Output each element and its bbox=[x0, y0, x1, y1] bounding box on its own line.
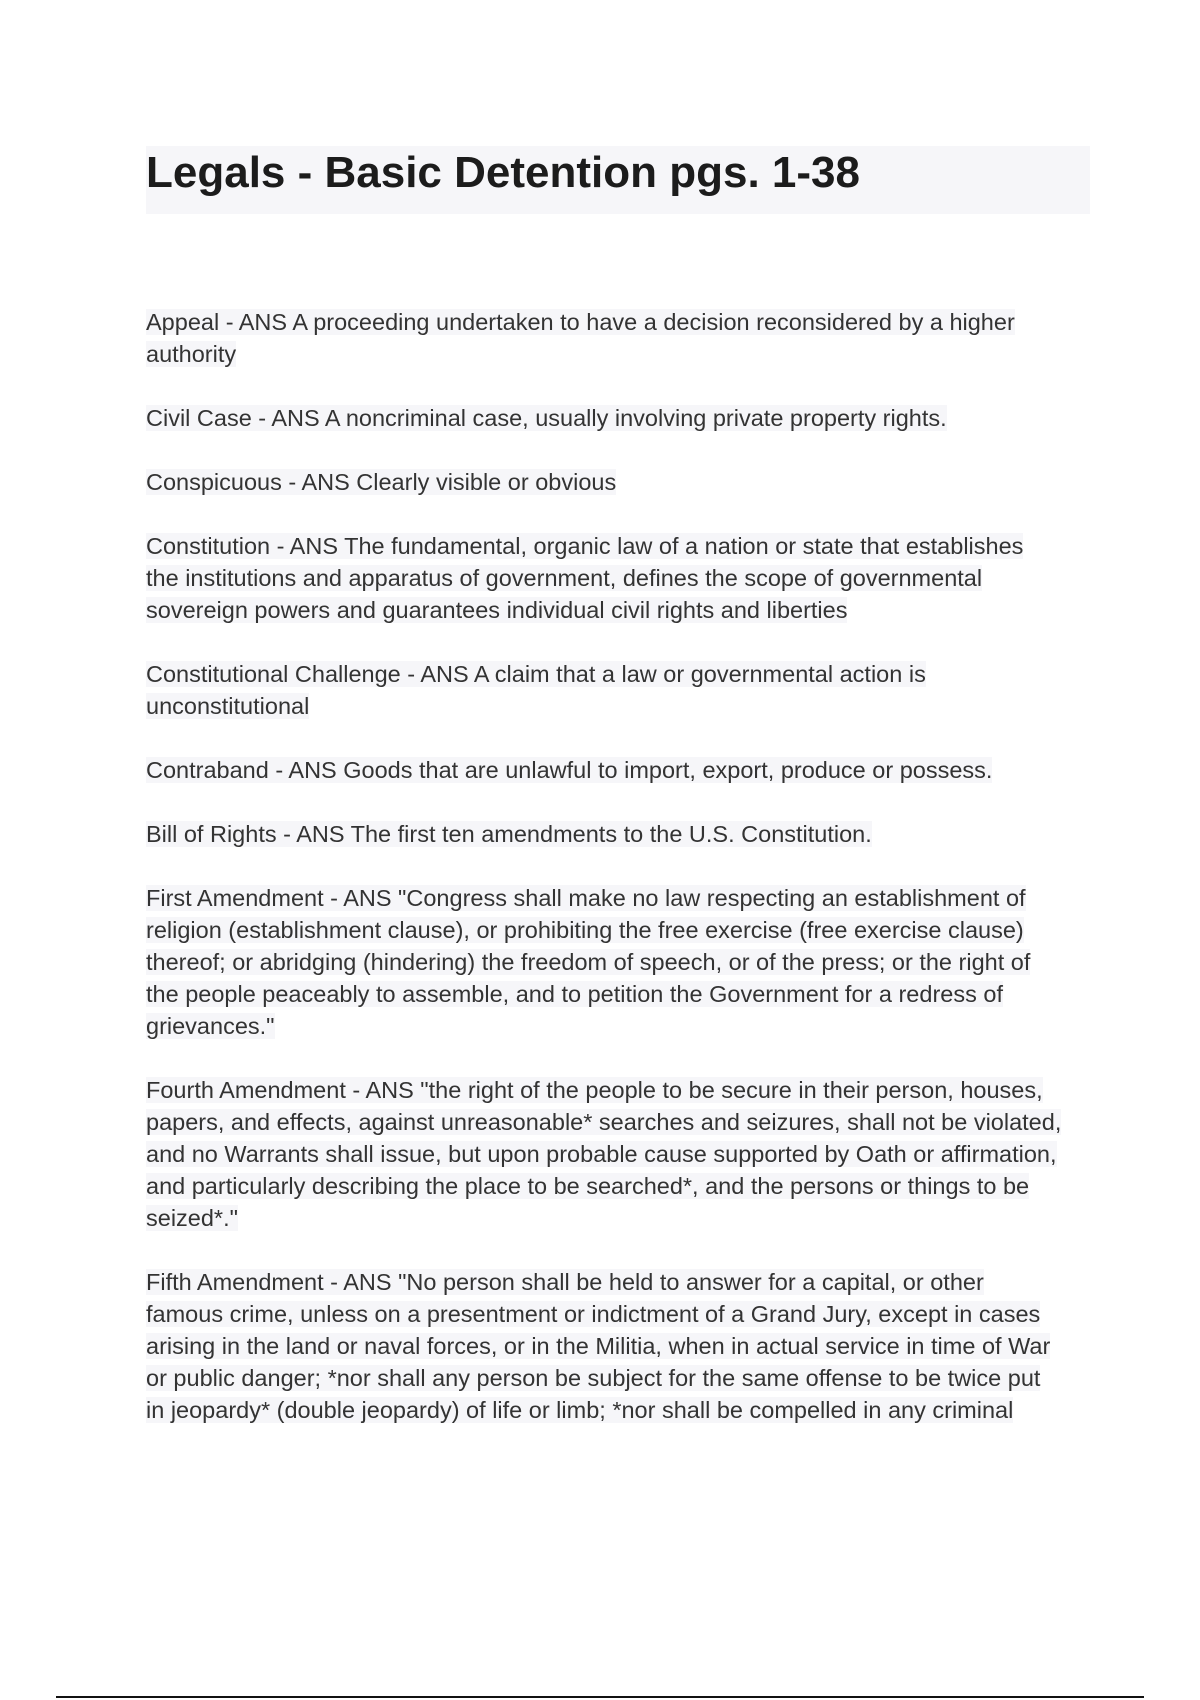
definition-entry-constitutional-challenge bbox=[146, 658, 1094, 722]
page-title: Legals - Basic Detention pgs. 1-38 bbox=[146, 148, 860, 197]
definition-line: Fourth Amendment - ANS "the right of the people to be secure in their person, houses, bbox=[146, 1077, 1043, 1103]
definition-line: and no Warrants shall issue, but upon probable cause supported by Oath or affirmation, bbox=[146, 1141, 1057, 1167]
definition-line: Contraband - ANS Goods that are unlawful to import, export, produce or possess. bbox=[146, 757, 993, 783]
definition-line: and particularly describing the place to be searched*, and the persons or things to be bbox=[146, 1173, 1030, 1199]
definition-line: famous crime, unless on a presentment or indictment of a Grand Jury, except in cases bbox=[146, 1301, 1041, 1327]
definition-line: Conspicuous - ANS Clearly visible or obvious bbox=[146, 469, 617, 495]
definition-line: Fifth Amendment - ANS "No person shall be held to answer for a capital, or other bbox=[146, 1269, 984, 1295]
definition-entry-constitution bbox=[146, 530, 1094, 626]
definition-line: thereof; or abridging (hindering) the freedom of speech, or of the press; or the right of bbox=[146, 949, 1031, 975]
definition-line: authority bbox=[146, 341, 237, 367]
definition-line: or public danger; *nor shall any person be subject for the same offense to be twice put bbox=[146, 1365, 1041, 1391]
definition-line: First Amendment - ANS "Congress shall make no law respecting an establishment of bbox=[146, 885, 1026, 911]
definition-entry-contraband bbox=[146, 754, 1094, 786]
definition-line: religion (establishment clause), or prohibiting the free exercise (free exercise clause) bbox=[146, 917, 1024, 943]
definition-line: Bill of Rights - ANS The first ten amendments to the U.S. Constitution. bbox=[146, 821, 872, 847]
definition-entry-civil-case bbox=[146, 402, 1094, 434]
definition-line: Constitutional Challenge - ANS A claim that a law or governmental action is bbox=[146, 661, 926, 687]
page-bottom-rule bbox=[56, 1696, 1144, 1698]
definition-line: Appeal - ANS A proceeding undertaken to have a decision reconsidered by a higher bbox=[146, 309, 1015, 335]
definition-line: grievances." bbox=[146, 1013, 275, 1039]
definition-entry-first-amendment bbox=[146, 882, 1094, 1042]
definition-line: Constitution - ANS The fundamental, organic law of a nation or state that establishes bbox=[146, 533, 1024, 559]
definition-entry-conspicuous bbox=[146, 466, 1094, 498]
definition-line: the people peaceably to assemble, and to petition the Government for a redress of bbox=[146, 981, 1003, 1007]
definition-entry-fourth-amendment bbox=[146, 1074, 1094, 1234]
definition-entry-appeal bbox=[146, 306, 1094, 370]
definition-line: Civil Case - ANS A noncriminal case, usually involving private property rights. bbox=[146, 405, 947, 431]
definition-line: in jeopardy* (double jeopardy) of life or limb; *nor shall be compelled in any criminal bbox=[146, 1397, 1014, 1423]
definition-line: sovereign powers and guarantees individual civil rights and liberties bbox=[146, 597, 848, 623]
definition-line: seized*." bbox=[146, 1205, 238, 1231]
definition-entry-fifth-amendment bbox=[146, 1266, 1094, 1426]
definition-line: papers, and effects, against unreasonable* searches and seizures, shall not be violated, bbox=[146, 1109, 1062, 1135]
definition-line: unconstitutional bbox=[146, 693, 310, 719]
definition-list bbox=[146, 306, 1094, 1458]
definition-line: the institutions and apparatus of government, defines the scope of governmental bbox=[146, 565, 983, 591]
definition-entry-bill-of-rights bbox=[146, 818, 1094, 850]
definition-line: arising in the land or naval forces, or in the Militia, when in actual service in time of War bbox=[146, 1333, 1051, 1359]
